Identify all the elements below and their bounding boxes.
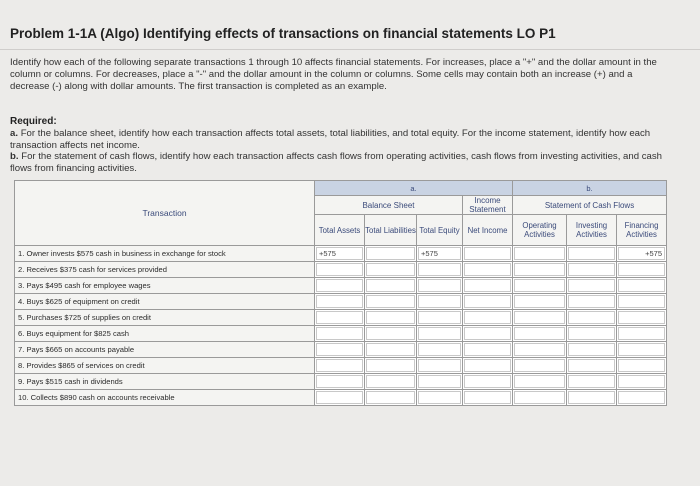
answer-input-equity[interactable] [418, 295, 461, 308]
answer-input-financing[interactable] [618, 279, 665, 292]
table-row [15, 390, 667, 406]
requirement-b-label: b. [10, 151, 19, 162]
answer-input-financing[interactable] [618, 263, 665, 276]
answer-cell [365, 246, 417, 262]
title-divider [0, 49, 700, 50]
answer-cell [567, 310, 617, 326]
answer-cell [417, 358, 463, 374]
answer-cell [365, 358, 417, 374]
answer-input-net-income[interactable] [464, 359, 511, 372]
requirement-b [10, 151, 670, 174]
answer-input-liabilities[interactable] [366, 263, 415, 276]
transaction-label: 4. Buys $625 of equipment on credit [15, 294, 315, 310]
answer-cell [315, 246, 365, 262]
table-row [15, 374, 667, 390]
answer-input-liabilities[interactable] [366, 375, 415, 388]
answer-cell [617, 390, 667, 406]
problem-title: Problem 1-1A (Algo) Identifying effects of transactions on financial statements LO P1 [10, 26, 556, 41]
answer-cell [617, 342, 667, 358]
answer-input-operating[interactable] [514, 391, 565, 404]
transaction-label: 5. Purchases $725 of supplies on credit [15, 310, 315, 326]
answer-input-net-income[interactable] [464, 375, 511, 388]
col-total-equity: Total Equity [417, 215, 463, 246]
answer-input-financing[interactable] [618, 391, 665, 404]
answer-input-assets[interactable] [316, 359, 363, 372]
answer-cell [365, 262, 417, 278]
answer-input-operating[interactable] [514, 343, 565, 356]
transaction-label: 8. Provides $865 of services on credit [15, 358, 315, 374]
answer-cell [463, 358, 513, 374]
answer-input-financing[interactable] [618, 375, 665, 388]
answer-input-financing[interactable] [618, 295, 665, 308]
answer-input-equity[interactable] [418, 263, 461, 276]
answer-input-investing[interactable] [568, 247, 615, 260]
transaction-label: 10. Collects $890 cash on accounts receivable [15, 390, 315, 406]
answer-cell [417, 390, 463, 406]
answer-cell [315, 326, 365, 342]
answer-input-financing[interactable] [618, 327, 665, 340]
answer-input-assets[interactable] [316, 295, 363, 308]
answer-cell [513, 310, 567, 326]
part-a-header: a. [315, 181, 513, 196]
answer-cell [617, 326, 667, 342]
col-total-assets: Total Assets [315, 215, 365, 246]
answer-cell [315, 374, 365, 390]
table-row [15, 326, 667, 342]
answer-input-assets[interactable] [316, 311, 363, 324]
requirement-a-text: For the balance sheet, identify how each transaction affects total assets, total liabilities, and total equity. For the income statement, identify how each transaction affects net income. [10, 128, 651, 151]
answer-input-operating[interactable] [514, 263, 565, 276]
table-row [15, 358, 667, 374]
answer-input-liabilities[interactable] [366, 327, 415, 340]
answer-input-investing[interactable] [568, 391, 615, 404]
answer-cell [463, 390, 513, 406]
table-row [15, 246, 667, 262]
answer-input-liabilities[interactable] [366, 391, 415, 404]
balance-sheet-header: Balance Sheet [315, 196, 463, 215]
answer-input-equity[interactable]: +575 [418, 247, 461, 260]
answer-cell [365, 390, 417, 406]
answer-input-operating[interactable] [514, 279, 565, 292]
answer-cell [513, 342, 567, 358]
answer-input-net-income[interactable] [464, 343, 511, 356]
transaction-label: 7. Pays $665 on accounts payable [15, 342, 315, 358]
answer-cell [365, 278, 417, 294]
answer-input-equity[interactable] [418, 391, 461, 404]
transaction-label: 2. Receives $375 cash for services provided [15, 262, 315, 278]
part-b-header: b. [513, 181, 667, 196]
answer-input-financing[interactable]: +575 [618, 247, 665, 260]
answer-cell [567, 374, 617, 390]
answer-input-operating[interactable] [514, 295, 565, 308]
table-row [15, 278, 667, 294]
answer-cell [463, 246, 513, 262]
answer-input-investing[interactable] [568, 311, 615, 324]
answer-input-net-income[interactable] [464, 247, 511, 260]
transactions-table [14, 180, 667, 406]
answer-cell [513, 358, 567, 374]
answer-cell [417, 262, 463, 278]
answer-input-investing[interactable] [568, 295, 615, 308]
transaction-header: Transaction [15, 181, 315, 246]
answer-cell [513, 294, 567, 310]
table-row [15, 262, 667, 278]
answer-input-net-income[interactable] [464, 295, 511, 308]
answer-cell [315, 358, 365, 374]
answer-cell [417, 342, 463, 358]
answer-cell [417, 326, 463, 342]
answer-cell [617, 246, 667, 262]
requirement-a [10, 128, 670, 151]
answer-cell [365, 374, 417, 390]
answer-cell [513, 262, 567, 278]
answer-input-assets[interactable] [316, 263, 363, 276]
answer-cell [417, 310, 463, 326]
answer-input-financing[interactable] [618, 359, 665, 372]
answer-cell [315, 294, 365, 310]
transaction-rows [15, 246, 667, 406]
answer-input-investing[interactable] [568, 263, 615, 276]
instructions-text: Identify how each of the following separate transactions 1 through 10 affects financial statements. For increases, place a "+" and the dollar amount in the column or columns. For decreases, place a "-" and the dollar amount in the column or columns. Some cells may contain both an increase (+) and a decrease (-) along with dollar amounts. The first transaction is completed as an example. [10, 57, 657, 92]
answer-input-liabilities[interactable] [366, 279, 415, 292]
answer-cell [463, 262, 513, 278]
answer-cell [365, 326, 417, 342]
answer-cell [617, 374, 667, 390]
answer-cell [315, 342, 365, 358]
answer-cell [513, 374, 567, 390]
answer-cell [567, 358, 617, 374]
answer-cell [463, 278, 513, 294]
answer-input-equity[interactable] [418, 343, 461, 356]
col-operating-activities: Operating Activities [513, 215, 567, 246]
answer-cell [567, 294, 617, 310]
col-total-liabilities: Total Liabilities [365, 215, 417, 246]
answer-cell [463, 310, 513, 326]
transaction-label: 6. Buys equipment for $825 cash [15, 326, 315, 342]
answer-cell [463, 342, 513, 358]
answer-cell [315, 278, 365, 294]
answer-cell [617, 358, 667, 374]
answer-cell [617, 294, 667, 310]
answer-cell [417, 246, 463, 262]
answer-cell [365, 294, 417, 310]
requirement-b-text: For the statement of cash flows, identify how each transaction affects cash flows from operating activities, cash flows from investing activities, and cash flows from financing activities. [10, 151, 662, 174]
answer-input-operating[interactable] [514, 311, 565, 324]
answer-input-financing[interactable] [618, 311, 665, 324]
answer-input-financing[interactable] [618, 343, 665, 356]
answer-input-equity[interactable] [418, 279, 461, 292]
answer-input-investing[interactable] [568, 327, 615, 340]
col-net-income: Net Income [463, 215, 513, 246]
answer-cell [365, 342, 417, 358]
answer-input-net-income[interactable] [464, 263, 511, 276]
answer-input-assets[interactable] [316, 279, 363, 292]
answer-input-equity[interactable] [418, 327, 461, 340]
answer-cell [417, 374, 463, 390]
answer-cell [567, 342, 617, 358]
answer-cell [567, 262, 617, 278]
answer-cell [417, 278, 463, 294]
answer-input-operating[interactable] [514, 247, 565, 260]
answer-input-equity[interactable] [418, 359, 461, 372]
answer-input-investing[interactable] [568, 375, 615, 388]
table-row [15, 294, 667, 310]
transaction-label: 3. Pays $495 cash for employee wages [15, 278, 315, 294]
answer-input-operating[interactable] [514, 327, 565, 340]
answer-cell [513, 246, 567, 262]
answer-input-net-income[interactable] [464, 311, 511, 324]
col-investing-activities: Investing Activities [567, 215, 617, 246]
answer-cell [617, 310, 667, 326]
table-row [15, 310, 667, 326]
requirement-a-label: a. [10, 128, 19, 139]
answer-input-liabilities[interactable] [366, 311, 415, 324]
answer-cell [513, 326, 567, 342]
answer-input-liabilities[interactable] [366, 359, 415, 372]
answer-cell [417, 294, 463, 310]
answer-cell [567, 246, 617, 262]
answer-input-investing[interactable] [568, 359, 615, 372]
income-statement-header: Income Statement [463, 196, 513, 215]
answer-input-equity[interactable] [418, 375, 461, 388]
answer-input-operating[interactable] [514, 359, 565, 372]
answer-cell [567, 326, 617, 342]
answer-cell [567, 390, 617, 406]
answer-input-net-income[interactable] [464, 391, 511, 404]
answer-input-assets[interactable] [316, 375, 363, 388]
answer-input-investing[interactable] [568, 343, 615, 356]
col-financing-activities: Financing Activities [617, 215, 667, 246]
answer-cell [463, 326, 513, 342]
answer-input-assets[interactable] [316, 343, 363, 356]
answer-cell [463, 294, 513, 310]
answer-cell [315, 310, 365, 326]
answer-input-liabilities[interactable] [366, 247, 415, 260]
answer-input-investing[interactable] [568, 279, 615, 292]
answer-input-assets[interactable] [316, 327, 363, 340]
answer-cell [365, 310, 417, 326]
answer-input-assets[interactable] [316, 391, 363, 404]
answer-cell [315, 390, 365, 406]
transaction-label: 1. Owner invests $575 cash in business in exchange for stock [15, 246, 315, 262]
answer-input-liabilities[interactable] [366, 295, 415, 308]
answer-cell [617, 278, 667, 294]
answer-input-equity[interactable] [418, 311, 461, 324]
answer-cell [617, 262, 667, 278]
table-row [15, 342, 667, 358]
answer-cell [513, 278, 567, 294]
answer-input-net-income[interactable] [464, 327, 511, 340]
answer-input-net-income[interactable] [464, 279, 511, 292]
cash-flows-header: Statement of Cash Flows [513, 196, 667, 215]
answer-input-operating[interactable] [514, 375, 565, 388]
answer-input-liabilities[interactable] [366, 343, 415, 356]
answer-input-assets[interactable]: +575 [316, 247, 363, 260]
answer-cell [463, 374, 513, 390]
answer-cell [513, 390, 567, 406]
transaction-label: 9. Pays $515 cash in dividends [15, 374, 315, 390]
answer-cell [567, 278, 617, 294]
answer-cell [315, 262, 365, 278]
required-heading: Required: [10, 116, 57, 127]
